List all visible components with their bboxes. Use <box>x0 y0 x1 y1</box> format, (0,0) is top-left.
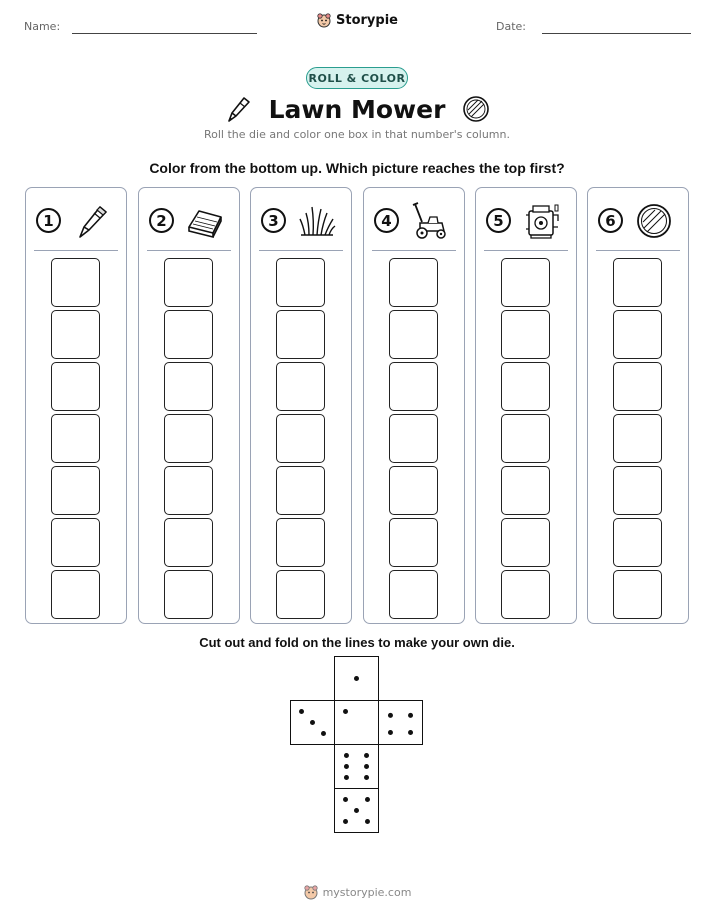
mower-engine-icon <box>522 201 562 241</box>
utility-knife-icon <box>223 94 253 124</box>
color-box[interactable] <box>164 518 213 567</box>
color-box[interactable] <box>51 362 100 411</box>
wood-log-icon <box>461 94 491 124</box>
color-box[interactable] <box>613 258 662 307</box>
column-divider <box>34 250 118 251</box>
color-box[interactable] <box>501 414 550 463</box>
color-box[interactable] <box>501 258 550 307</box>
color-box[interactable] <box>501 466 550 515</box>
page-title: Lawn Mower <box>268 94 446 124</box>
name-line <box>72 33 257 34</box>
column-4 <box>363 187 465 624</box>
color-box[interactable] <box>389 310 438 359</box>
instruction: Color from the bottom up. Which picture reaches the top first? <box>149 160 565 176</box>
color-box[interactable] <box>51 414 100 463</box>
column-header <box>476 188 576 250</box>
color-box[interactable] <box>613 570 662 619</box>
color-box[interactable] <box>501 570 550 619</box>
column-6 <box>587 187 689 624</box>
column-number: 2 <box>149 208 174 233</box>
column-header <box>139 188 239 250</box>
color-box[interactable] <box>389 570 438 619</box>
title-row <box>0 92 714 126</box>
color-box[interactable] <box>164 570 213 619</box>
color-box[interactable] <box>613 414 662 463</box>
color-box[interactable] <box>389 258 438 307</box>
die-face-4 <box>378 700 423 745</box>
color-box[interactable] <box>51 518 100 567</box>
column-header <box>588 188 688 250</box>
color-box[interactable] <box>164 362 213 411</box>
color-box[interactable] <box>276 310 325 359</box>
column-header <box>364 188 464 250</box>
column-number: 5 <box>486 208 511 233</box>
die-face-6 <box>334 744 379 789</box>
brand-logo <box>0 12 714 28</box>
column-divider <box>147 250 231 251</box>
color-box[interactable] <box>276 466 325 515</box>
grass-tuft-icon <box>297 201 337 241</box>
color-box[interactable] <box>276 258 325 307</box>
column-2 <box>138 187 240 624</box>
utility-knife-icon <box>72 201 112 241</box>
storypie-mascot-icon <box>303 884 319 900</box>
footer <box>0 884 714 900</box>
column-number: 1 <box>36 208 61 233</box>
color-box[interactable] <box>51 466 100 515</box>
column-number: 4 <box>374 208 399 233</box>
color-box[interactable] <box>613 362 662 411</box>
activity-badge: ROLL & COLOR <box>306 67 408 89</box>
footer-url: mystorypie.com <box>322 885 412 899</box>
subtitle: Roll the die and color one box in that number's column. <box>204 128 510 141</box>
column-divider <box>372 250 456 251</box>
column-1 <box>25 187 127 624</box>
color-box[interactable] <box>51 570 100 619</box>
cut-instruction: Cut out and fold on the lines to make your own die. <box>199 635 515 650</box>
column-3 <box>250 187 352 624</box>
die-face-1-center <box>334 700 379 745</box>
push-lawn-mower-icon <box>410 201 450 241</box>
die-face-1 <box>334 656 379 701</box>
brand-name: Storypie <box>336 12 398 28</box>
storypie-mascot-icon <box>316 12 332 28</box>
date-line <box>542 33 691 34</box>
column-divider <box>484 250 568 251</box>
column-5 <box>475 187 577 624</box>
column-divider <box>596 250 680 251</box>
color-box[interactable] <box>389 362 438 411</box>
color-box[interactable] <box>164 414 213 463</box>
column-number: 6 <box>598 208 623 233</box>
column-header <box>26 188 126 250</box>
wood-log-icon <box>634 201 674 241</box>
color-box[interactable] <box>276 362 325 411</box>
color-box[interactable] <box>501 362 550 411</box>
die-face-3 <box>290 700 335 745</box>
color-box[interactable] <box>164 258 213 307</box>
die-face-5 <box>334 788 379 833</box>
color-box[interactable] <box>51 310 100 359</box>
color-box[interactable] <box>613 518 662 567</box>
color-box[interactable] <box>276 414 325 463</box>
date-label: Date: <box>496 20 526 33</box>
column-divider <box>259 250 343 251</box>
name-label: Name: <box>24 20 61 33</box>
die-net <box>290 656 424 834</box>
color-box[interactable] <box>276 570 325 619</box>
color-box[interactable] <box>51 258 100 307</box>
grass-mat-icon <box>185 201 225 241</box>
color-box[interactable] <box>276 518 325 567</box>
color-box[interactable] <box>389 518 438 567</box>
color-box[interactable] <box>164 310 213 359</box>
color-box[interactable] <box>613 310 662 359</box>
color-box[interactable] <box>164 466 213 515</box>
color-box[interactable] <box>613 466 662 515</box>
color-box[interactable] <box>389 414 438 463</box>
color-box[interactable] <box>389 466 438 515</box>
column-header <box>251 188 351 250</box>
color-box[interactable] <box>501 310 550 359</box>
column-number: 3 <box>261 208 286 233</box>
color-box[interactable] <box>501 518 550 567</box>
